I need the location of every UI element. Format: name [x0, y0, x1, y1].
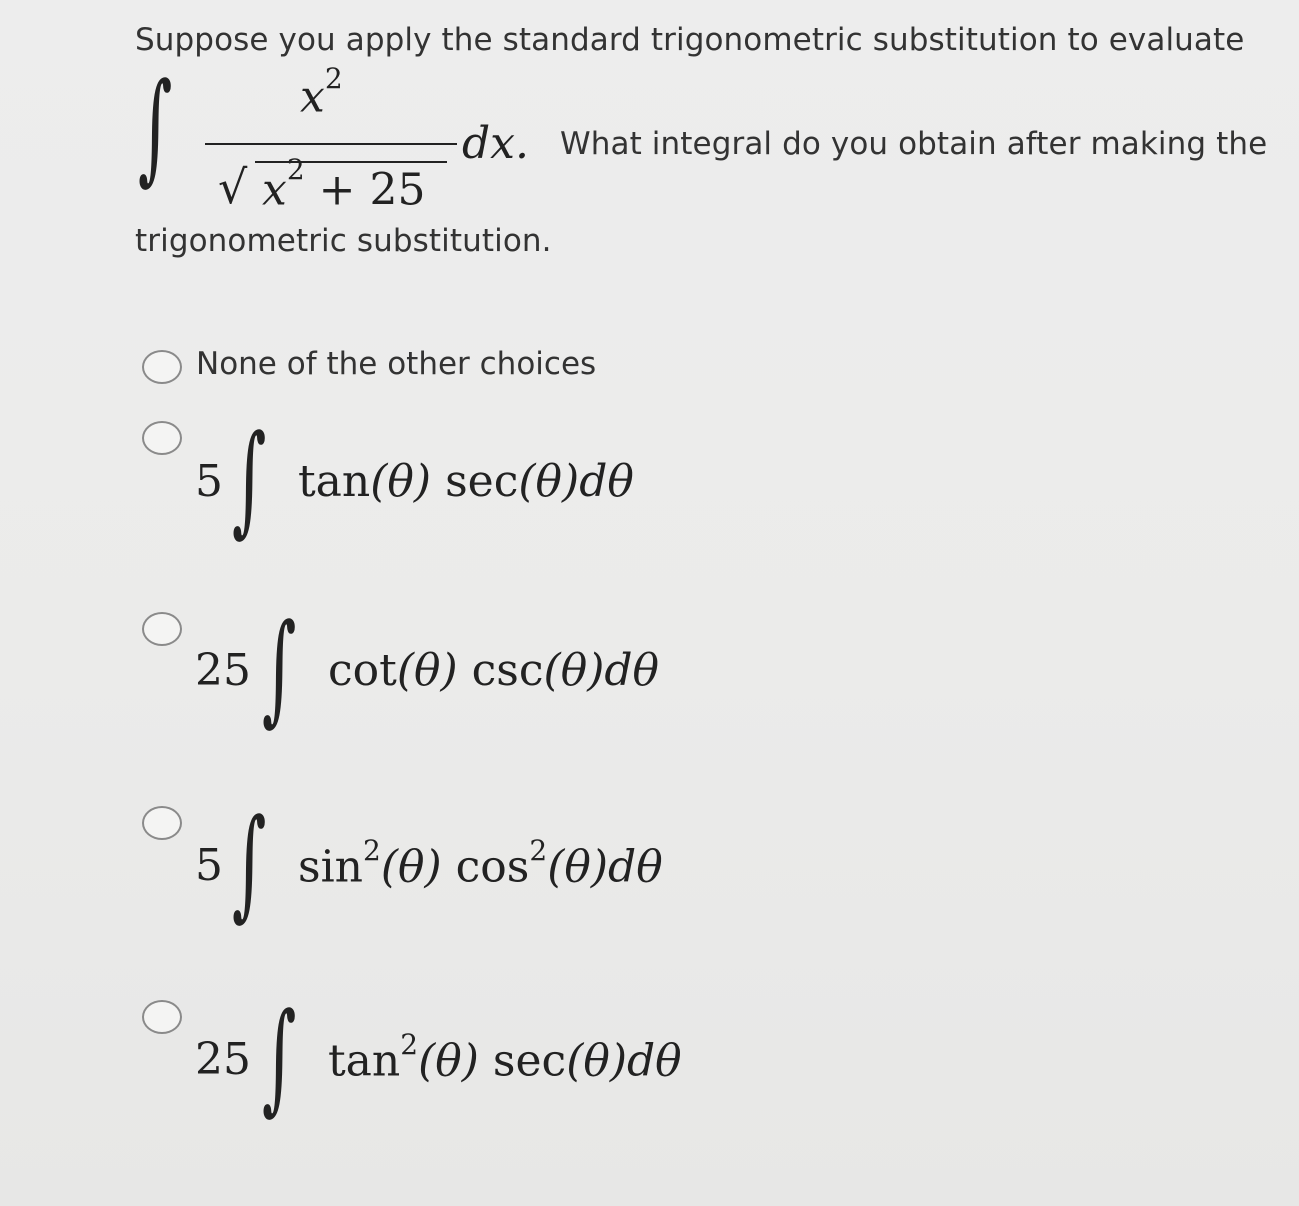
coefficient: 5 — [195, 456, 223, 507]
integrand: $\tan^2(\theta)$ sec(θ)dθ — [328, 1028, 682, 1087]
coefficient: 25 — [195, 1034, 251, 1085]
coefficient: 5 — [195, 840, 223, 891]
radio-option-2[interactable] — [142, 612, 182, 646]
question-line-3: trigonometric substitution. — [135, 223, 552, 259]
fraction-bar — [205, 143, 457, 145]
option-label-none: None of the other choices — [196, 346, 597, 382]
radio-none[interactable] — [142, 350, 182, 384]
integral-sign: ∫ — [232, 410, 267, 549]
radical-sign: √ — [218, 160, 248, 214]
radio-option-1[interactable] — [142, 421, 182, 455]
integrand: cot(θ) csc(θ)dθ — [328, 645, 660, 696]
question-line-1: Suppose you apply the standard trigonometric substitution to evaluate — [135, 22, 1245, 58]
integral-sign: ∫ — [232, 794, 267, 933]
radio-option-4[interactable] — [142, 1000, 182, 1034]
radio-option-3[interactable] — [142, 806, 182, 840]
question-line-2: What integral do you obtain after making the — [560, 126, 1268, 162]
denominator: $x^2 + 25$ — [262, 153, 426, 216]
integral-sign: ∫ — [138, 58, 173, 197]
coefficient: 25 — [195, 645, 251, 696]
integral-sign: ∫ — [262, 988, 297, 1127]
integrand: $\sin^2(\theta)$ $\cos^2(\theta)d\theta$ — [298, 834, 663, 893]
dx: dx. — [462, 118, 529, 169]
integrand: tan(θ) sec(θ)dθ — [298, 456, 634, 507]
integral-sign: ∫ — [262, 599, 297, 738]
numerator: $x^2$ — [300, 62, 343, 123]
